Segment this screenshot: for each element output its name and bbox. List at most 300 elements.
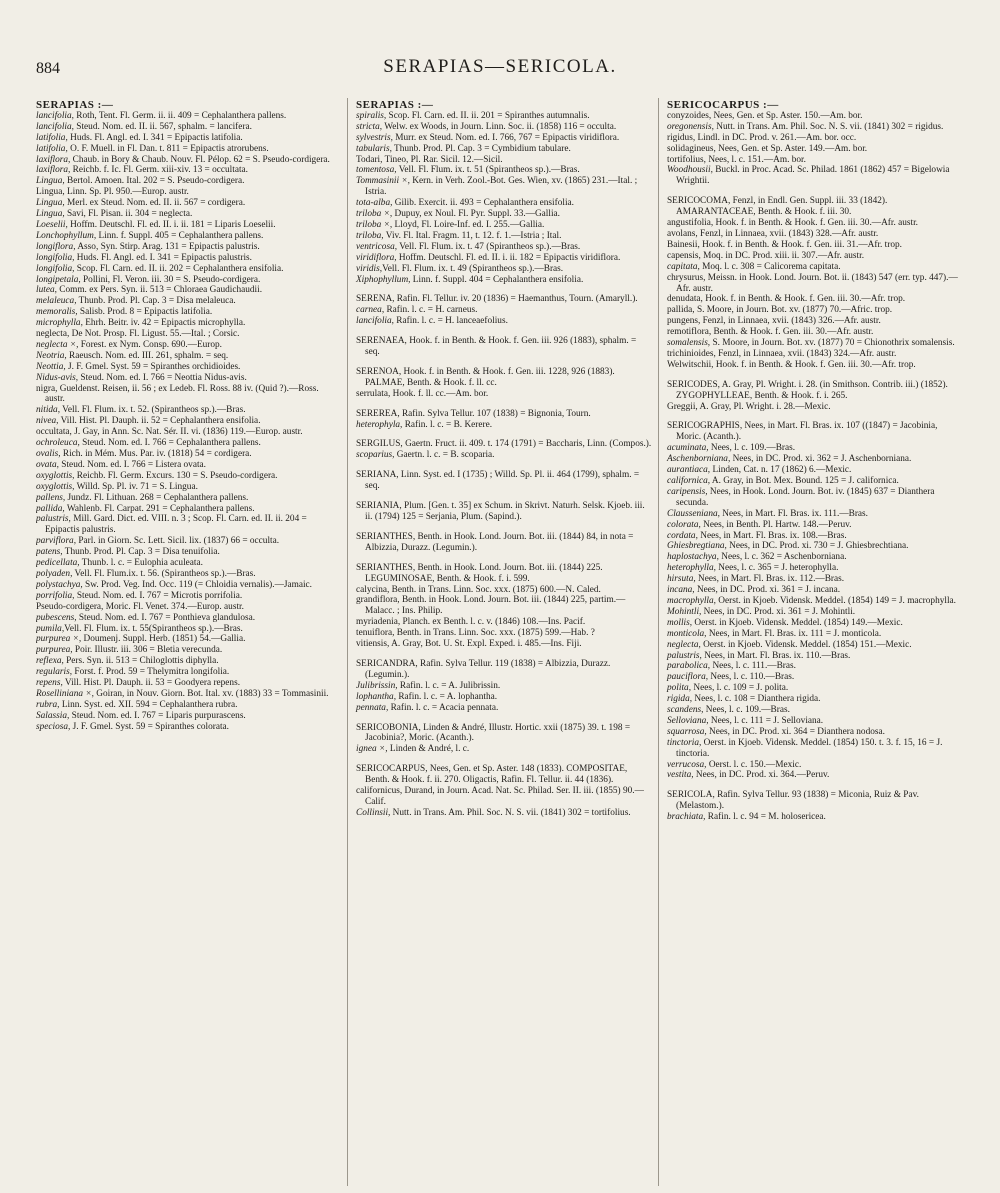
entry <box>667 812 963 823</box>
entry-section <box>356 294 652 327</box>
entry-text: Vill. Hist. Pl. Dauph. ii. 53 = Goodyera repens. <box>62 678 241 689</box>
entry <box>36 569 335 580</box>
entry-section <box>356 532 652 554</box>
entry <box>36 602 335 613</box>
entry-text: Nees, in DC. Prod. xi. 730 = J. Ghiesbrechtiana. <box>726 541 909 552</box>
entry-text: Nutt. in Trans. Am. Phil. Soc. N. S. vii. (1841) 302 = rigidus. <box>713 121 944 132</box>
entry-text: Greggii, A. Gray, Pl. Wright. i. 28.—Mexic. <box>667 401 831 412</box>
entry-text: Welwitschii, Hook. f. in Benth. & Hook. f. Gen. iii. 30.—Afr. trop. <box>667 359 916 370</box>
entry-text: Vell. Fl. Flum. ix. t. 51 (Spirantheos sp.).—Bras. <box>396 165 580 176</box>
entry <box>36 504 335 515</box>
entry-text: Doumenj. Suppl. Herb. (1851) 54.—Gallia. <box>81 634 246 645</box>
entry <box>356 165 652 176</box>
entry <box>36 133 335 144</box>
entry-text: SERIANIA, Plum. [Gen. t. 35] ex Schum. in Skrivt. Naturh. Selsk. Kjoeb. iii. ii. (1794) 125 = Serjania, Plum. (Sapind.). <box>356 501 645 522</box>
entry-text: calycina, Benth. in Trans. Linn. Soc. xxx. (1875) 600.—N. Caled. <box>356 584 601 595</box>
epithet: pennata, <box>356 702 389 713</box>
epithet: repens, <box>36 678 63 689</box>
entry <box>356 367 652 389</box>
entry-text: avolans, Fenzl, in Linnaea, xvii. (1843) 328.—Afr. austr. <box>667 228 879 239</box>
epithet: pedicellata, <box>36 558 80 569</box>
entry <box>356 155 652 166</box>
epithet: longipetala, <box>36 274 81 285</box>
entry <box>36 318 335 329</box>
entry-text: nigra, Gueldenst. Reisen, ii. 56 ; ex Ledeb. Fl. Ross. 88 iv. (Quid ?).—Ross. austr. <box>36 383 319 405</box>
entry <box>356 144 652 155</box>
entry <box>36 514 335 536</box>
entry-text: SERICANDRA, Rafin. Sylva Tellur. 119 (1838) = Albizzia, Durazz. (Legumin.). <box>356 658 611 680</box>
entry-text: Nees, in DC. Prod. xi. 364 = Dianthera nodosa. <box>706 726 885 737</box>
entry-text: Goiran, in Nouv. Giorn. Bot. Ital. xv. (1883) 33 = Tommasinii. <box>93 688 329 699</box>
entry-text: grandiflora, Benth. in Hook. Lond. Journ. Bot. iii. (1844) 225, partim.—Malacc. ; Ins. Philip. <box>356 595 626 617</box>
entry-text: Vill. Hist. Pl. Dauph. ii. 52 = Cephalanthera ensifolia. <box>58 416 261 427</box>
entry-text: SERENA, Rafin. Fl. Tellur. iv. 20 (1836) = Haemanthus, Tourn. (Amaryll.). <box>356 294 638 305</box>
entry <box>667 196 963 218</box>
running-head: SERAPIAS—SERICOLA. <box>383 56 617 77</box>
entry-text: Steud. Nom. ed. I. 766 = Listera ovata. <box>58 459 206 470</box>
epithet: latifolia, <box>36 143 68 154</box>
epithet: Tommasinii ×, <box>356 176 410 187</box>
columns <box>36 98 972 1186</box>
epithet: scoparius, <box>356 450 395 461</box>
entry-section <box>356 659 652 714</box>
entry <box>667 316 963 327</box>
entry <box>667 607 963 618</box>
entry <box>667 716 963 727</box>
entry <box>667 727 963 738</box>
entry <box>667 294 963 305</box>
entry <box>36 438 335 449</box>
entry-text: Pseudo-cordigera, Moric. Fl. Venet. 374.—Europ. austr. <box>36 601 244 612</box>
entry <box>356 294 652 305</box>
entry <box>356 450 652 461</box>
entry-section <box>356 100 652 285</box>
entry <box>667 661 963 672</box>
epithet: latifolia, <box>36 132 68 143</box>
entry <box>356 336 652 358</box>
epithet: oxyglottis, <box>36 470 75 481</box>
entry-text: Nees, l. c. 109 = J. polita. <box>691 683 789 694</box>
entry <box>667 165 963 187</box>
entry <box>356 220 652 231</box>
entry <box>667 694 963 705</box>
entry <box>36 624 335 635</box>
epithet: lancifolia, <box>36 110 74 121</box>
entry <box>36 656 335 667</box>
entry <box>36 634 335 645</box>
epithet: ignea ×, <box>356 744 388 755</box>
entry <box>36 460 335 471</box>
entry-text: Steud. Nom. ed. I. 766 = Cephalanthera pallens. <box>79 438 261 449</box>
entry-section <box>667 421 963 781</box>
entry-text: Rafin. l. c. = H. lanceaefolius. <box>393 316 508 327</box>
epithet: lutea, <box>36 285 57 296</box>
entry-text: SERGILUS, Gaertn. Fruct. ii. 409. t. 174 (1791) = Baccharis, Linn. (Compos.). <box>356 439 652 450</box>
entry-text: Nees, in DC. Prod. xi. 361 = J. Mohintli. <box>701 606 856 617</box>
entry <box>667 218 963 229</box>
epithet: neglecta, <box>667 639 701 650</box>
epithet: pallens, <box>36 492 66 503</box>
entry-text: conyzoides, Nees, Gen. et Sp. Aster. 150.—Am. bor. <box>667 110 863 121</box>
epithet: nivea, <box>36 416 59 427</box>
entry <box>36 111 335 122</box>
entry <box>36 416 335 427</box>
entry-text: Todari, Tineo, Pl. Rar. Sicil. 12.—Sicil. <box>356 154 503 165</box>
epithet: Aschenborniana, <box>667 454 731 465</box>
entry-section <box>667 196 963 371</box>
entry <box>36 307 335 318</box>
entry-text: O. F. Muell. in Fl. Dan. t. 811 = Epipactis atrorubens. <box>67 143 269 154</box>
epithet: lancifolia, <box>356 316 394 327</box>
entry-text: Vell. Fl. Flum. ix. t. 52. (Spirantheos sp.).—Bras. <box>60 405 246 416</box>
entry-section <box>356 367 652 400</box>
entry <box>36 471 335 482</box>
epithet: Neotria, <box>36 350 67 361</box>
entry-text: myriadenia, Planch. ex Benth. l. c. v. (1846) 108.—Ins. Pacif. <box>356 617 586 628</box>
entry <box>36 220 335 231</box>
epithet: melaleuca, <box>36 296 77 307</box>
entry <box>667 443 963 454</box>
entry <box>36 547 335 558</box>
entry <box>667 240 963 251</box>
epithet: oregonensis, <box>667 121 714 132</box>
epithet: pallida, <box>36 503 65 514</box>
entry <box>36 351 335 362</box>
entry-text: Roth, Tent. Fl. Germ. ii. ii. 409 = Cephalanthera pallens. <box>73 110 287 121</box>
entry <box>356 389 652 400</box>
epithet: carnea, <box>356 305 385 316</box>
epithet: Loeselii, <box>36 219 68 230</box>
epithet: monticola, <box>667 628 707 639</box>
entry-text: Huds. Fl. Angl. ed. I. 341 = Epipactis latifolia. <box>67 132 243 143</box>
entry <box>356 595 652 617</box>
entry-text: SEREREA, Rafin. Sylva Tellur. 107 (1838) = Bignonia, Tourn. <box>356 408 591 419</box>
epithet: spiralis, <box>356 110 387 121</box>
entry <box>667 640 963 651</box>
entry-text: J. F. Gmel. Syst. 59 = Spiranthes orchidioides. <box>65 361 241 372</box>
entry-section <box>356 336 652 358</box>
entry <box>36 591 335 602</box>
entry <box>667 360 963 371</box>
entry-text: Nees, in DC. Prod. xi. 364.—Peruv. <box>693 770 830 781</box>
entry-section <box>36 100 335 733</box>
entry <box>356 639 652 650</box>
entry-text: Nees, in Mart. Fl. Bras. ix. 111.—Bras. <box>719 508 868 519</box>
entry-text: Vell. Fl. Flum. ix. t. 55(Spirantheos sp.).—Bras. <box>64 623 243 634</box>
entry <box>667 705 963 716</box>
entry <box>356 242 652 253</box>
column-2 <box>347 98 652 1186</box>
entry-text: vitiensis, A. Gray, Bot. U. St. Expl. Exped. i. 485.—Ins. Fiji. <box>356 639 582 650</box>
entry <box>36 253 335 264</box>
entry-section <box>667 380 963 413</box>
epithet: macrophylla, <box>667 595 716 606</box>
entry-text: tenuiflora, Benth. in Trans. Linn. Soc. xxx. (1875) 599.—Hab. ? <box>356 628 595 639</box>
entry <box>36 242 335 253</box>
entry <box>36 264 335 275</box>
entry <box>36 296 335 307</box>
epithet: stricta, <box>356 121 383 132</box>
entry-text: Nees, in Benth. Pl. Hartw. 148.—Peruv. <box>700 519 852 530</box>
entry-text: Reichb. f. Ic. Fl. Germ. xiii-xiv. 13 = occultata. <box>70 165 248 176</box>
entry <box>356 532 652 554</box>
entry-text: Willd. Sp. Pl. iv. 71 = S. Lingua. <box>74 481 198 492</box>
entry-text: Gilib. Exercit. ii. 493 = Cephalanthera ensifolia. <box>392 198 574 209</box>
entry <box>356 420 652 431</box>
entry-text: Scop. Fl. Carn. ed. II. ii. 202 = Cephalanthera ensifolia. <box>74 263 284 274</box>
epithet: cordata, <box>667 530 698 541</box>
entry-text: chrysurus, Meissn. in Hook. Lond. Journ. Bot. ii. (1843) 547 (err. typ. 447).—Afr. austr. <box>667 272 958 294</box>
epithet: vestita, <box>667 770 694 781</box>
entry <box>667 563 963 574</box>
epithet: triloba ×, <box>356 219 393 230</box>
epithet: microphylla, <box>36 318 83 329</box>
entry-text: Steud. Nom. ed. I. 767 = Microtis porrifolia. <box>74 590 243 601</box>
entry <box>667 133 963 144</box>
entry <box>356 209 652 220</box>
entry-text: Nees, l. c. 110.—Bras. <box>708 672 795 683</box>
entry-text: Jundz. Fl. Lithuan. 268 = Cephalanthera pallens. <box>65 492 249 503</box>
entry-text: Nees, l. c. 111.—Bras. <box>710 661 796 672</box>
entry-section <box>667 100 963 187</box>
entry-text: Vell. Fl. Flum.ix. t. 56. (Spirantheos sp.).—Bras. <box>72 568 256 579</box>
entry <box>667 144 963 155</box>
entry-text: Linn. f. Suppl. 404 = Cephalanthera ensifolia. <box>410 274 584 285</box>
entry-text: Dupuy, ex Noul. Fl. Pyr. Suppl. 33.—Gallia. <box>392 209 561 220</box>
entry <box>36 449 335 460</box>
entry <box>36 700 335 711</box>
entry-text: Nees, l. c. 111 = J. Selloviana. <box>708 715 824 726</box>
epithet: Neottia, <box>36 361 66 372</box>
epithet: acuminata, <box>667 443 709 454</box>
entry <box>356 808 652 819</box>
epithet: californica, <box>667 476 711 486</box>
epithet: Mohintli, <box>667 606 702 617</box>
entry <box>356 617 652 628</box>
epithet: haplostachya, <box>667 552 719 563</box>
entry-text: tortifolius, Nees, l. c. 151.—Am. bor. <box>667 154 806 165</box>
epithet: Lonchophyllum, <box>36 230 97 241</box>
entry-text: Rafin. l. c. 94 = M. holosericea. <box>705 812 826 823</box>
epithet: reflexa, <box>36 656 64 667</box>
epithet: triloba ×, <box>356 209 393 220</box>
epithet: capitata, <box>667 261 700 272</box>
entry-text: J. F. Gmel. Syst. 59 = Spiranthes colorata. <box>70 721 230 732</box>
entry-text: SERIANTHES, Benth. in Hook. Lond. Journ. Bot. iii. (1844) 225. LEGUMINOSAE, Benth. & Hook. f. i. 599. <box>356 562 603 584</box>
entry-text: SERENAEA, Hook. f. in Benth. & Hook. f. Gen. iii. 926 (1883), sphalm. = seq. <box>356 336 637 358</box>
epithet: polita, <box>667 683 692 694</box>
epithet: polyaden, <box>36 568 73 579</box>
entry <box>356 563 652 585</box>
entry-text: Thunb. Prod. Pl. Cap. 3 = Disa melaleuca. <box>76 296 236 307</box>
entry <box>36 493 335 504</box>
entry-text: Merl. ex Steud. Nom. ed. II. ii. 567 = cordigera. <box>64 198 246 209</box>
entry-text: Forest. ex Nym. Consp. 690.—Europ. <box>78 339 223 350</box>
entry <box>667 552 963 563</box>
entry-text: Nees, in DC. Prod. xi. 361 = J. incana. <box>694 585 841 596</box>
entry-text: Lloyd, Fl. Loire-Inf. ed. I. 255.—Gallia. <box>392 219 545 230</box>
entry-text: Ehrh. Beitr. iv. 42 = Epipactis microphylla. <box>82 318 246 329</box>
entry <box>667 454 963 465</box>
entry-text: SERICODES, A. Gray, Pl. Wright. i. 28. (in Smithson. Contrib. iii.) (1852). ZYGOPHYLLEAE, Benth. & Hook. f. i. 265. <box>667 379 948 401</box>
epithet: pubescens, <box>36 612 77 623</box>
entry-text: Oerst. in Kjoeb. Vidensk. Meddel. (1854) 150. t. 3. f. 15, 16 = J. tinctoria. <box>676 737 943 759</box>
entry-section <box>356 409 652 431</box>
epithet: oxyglottis, <box>36 481 75 492</box>
entry <box>36 384 335 406</box>
entry <box>36 678 335 689</box>
epithet: pauciflora, <box>667 672 709 683</box>
entry-text: Lingua, Linn. Sp. Pl. 950.—Europ. austr. <box>36 187 189 198</box>
entry-text: Murr. ex Steud. Nom. ed. I. 766, 767 = Epipactis viridiflora. <box>392 132 620 143</box>
entry-text: Rafin. l. c. = A. Julibrissin. <box>397 680 501 691</box>
epithet: Lingua, <box>36 198 65 209</box>
epithet: squarrosa, <box>667 726 707 737</box>
entry <box>36 536 335 547</box>
entry-text: Parl. in Giorn. Sc. Lett. Sicil. lix. (1837) 66 = occulta. <box>76 536 280 547</box>
entry <box>667 531 963 542</box>
epithet: sylvestris, <box>356 132 393 143</box>
epithet: neglecta ×, <box>36 339 79 350</box>
entry-section <box>356 439 652 461</box>
entry <box>36 198 335 209</box>
entry <box>667 229 963 240</box>
entry <box>36 689 335 700</box>
entry-text: Hoffm. Deutschl. Fl. ed. II. i. ii. 181 = Liparis Loeselii. <box>67 219 276 230</box>
entry-text: Nees, in Mart. Fl. Bras. ix. 110.—Bras. <box>701 650 851 661</box>
entry-text: californicus, Durand, in Journ. Acad. Nat. Sc. Philad. Ser. II. iii. (1855) 90.—Calif. <box>356 786 644 807</box>
entry <box>356 501 652 523</box>
entry <box>36 580 335 591</box>
entry <box>667 465 963 476</box>
entry <box>667 683 963 694</box>
epithet: laxiflora, <box>36 165 71 176</box>
entry-text: Oerst. in Kjoeb. Vidensk. Meddel. (1854) 149 = J. macrophylla. <box>715 595 956 606</box>
entry-text: Huds. Fl. Angl. ed. I. 341 = Epipactis palustris. <box>74 252 252 263</box>
epithet: caripensis, <box>667 486 708 497</box>
epithet: palustris, <box>667 650 702 661</box>
entry-text: serrulata, Hook. f. ll. cc.—Am. bor. <box>356 388 489 399</box>
column-3 <box>658 98 963 1186</box>
entry-text: Pollini, Fl. Veron. iii. 30 = S. Pseudo-cordigera. <box>80 274 261 285</box>
entry-text: SERICOBONIA, Linden & André, Illustr. Hortic. xxii (1875) 39. t. 198 = Jacobinia?, Moric. (Acanth.). <box>356 722 631 744</box>
entry-text: Nees, l. c. 362 = Aschenborniana. <box>718 552 847 563</box>
entry <box>667 520 963 531</box>
epithet: incana, <box>667 585 695 596</box>
entry <box>36 231 335 242</box>
entry-text: pallida, S. Moore, in Journ. Bot. xv. (1877) 70.—Afric. trop. <box>667 305 893 316</box>
entry-text: solidagineus, Nees, Gen. et Sp. Aster. 149.—Am. bor. <box>667 143 868 154</box>
column-1 <box>36 98 341 1186</box>
entry <box>36 362 335 373</box>
entry-text: Nees, in Mart. Fl. Bras. ix. 111 = J. monticola. <box>706 628 882 639</box>
entry-text: Oerst. in Kjoeb. Vidensk. Meddel. (1854) 151.—Mexic. <box>700 639 912 650</box>
entry <box>356 264 652 275</box>
entry-text: Thunb. l. c. = Eulophia aculeata. <box>79 558 203 569</box>
epithet: memoralis, <box>36 307 78 318</box>
entry-text: trichinioides, Fenzl, in Linnaea, xvii. (1843) 324.—Afr. austr. <box>667 348 897 359</box>
entry-text: Oerst. in Kjoeb. Vidensk. Meddel. (1854) 149.—Mexic. <box>692 617 903 628</box>
epithet: rubra, <box>36 699 60 710</box>
entry <box>356 316 652 327</box>
epithet: Woodhousii, <box>667 165 713 176</box>
entry <box>356 764 652 786</box>
entry-text: Salisb. Prod. 8 = Epipactis latifolia. <box>77 307 213 318</box>
entry <box>36 329 335 340</box>
entry-text: neglecta, De Not. Prosp. Fl. Ligust. 55.—Ital. ; Corsic. <box>36 329 240 340</box>
entry-text: A. Gray, in Bot. Mex. Bound. 125 = J. californica. <box>710 476 899 486</box>
entry <box>667 770 963 781</box>
entry <box>667 122 963 133</box>
entry-text: Nees, in Mart. Fl. Bras. ix. 112.—Bras. <box>695 574 845 585</box>
entry <box>36 155 335 166</box>
entry <box>667 618 963 629</box>
entry <box>36 187 335 198</box>
entry-text: Rafin. l. c. = Acacia pennata. <box>388 702 499 713</box>
epithet: purpurea ×, <box>36 634 82 645</box>
entry-text: Linn. f. Suppl. 405 = Cephalanthera pallens. <box>96 230 264 241</box>
entry <box>356 692 652 703</box>
epithet: somalensis, <box>667 338 711 349</box>
entry <box>356 111 652 122</box>
entry <box>667 327 963 338</box>
entry-text: Poir. Illustr. iii. 306 = Bletia verecunda. <box>72 645 223 656</box>
entry-text: angustifolia, Hook. f. in Benth. & Hook. f. Gen. iii. 30.—Afr. austr. <box>667 218 918 229</box>
entry-section <box>356 563 652 650</box>
entry-text: Reichb. Fl. Germ. Excurs. 130 = S. Pseudo-cordigera. <box>74 470 278 481</box>
epithet: heterophylla, <box>667 563 716 574</box>
entry <box>667 541 963 552</box>
entry-text: Steud. Nom. ed. I. 767 = Liparis purpurascens. <box>69 710 246 721</box>
entry-text: S. Moore, in Journ. Bot. xv. (1877) 70 = Chionothrix somalensis. <box>710 338 955 349</box>
genus-heading: SERAPIAS :— <box>36 99 114 111</box>
entry <box>36 275 335 286</box>
entry <box>356 231 652 242</box>
entry <box>36 209 335 220</box>
entry <box>356 439 652 450</box>
entry <box>356 585 652 596</box>
entry <box>356 744 652 755</box>
epithet: tota-alba, <box>356 198 393 209</box>
entry <box>356 122 652 133</box>
entry-text: Welw. ex Woods, in Journ. Linn. Soc. ii. (1858) 116 = occulta. <box>382 121 617 132</box>
entry <box>667 305 963 316</box>
epithet: nitida, <box>36 405 61 416</box>
epithet: tabularis, <box>356 143 392 154</box>
epithet: Xiphophyllum, <box>356 274 411 285</box>
entry-text: Comm. ex Pers. Syn. ii. 513 = Chloraea Gaudichaudii. <box>56 285 263 296</box>
entry-text: SERICOLA, Rafin. Sylva Tellur. 93 (1838) = Miconia, Ruiz & Pav. (Melastom.). <box>667 790 919 812</box>
entry-text: Buckl. in Proc. Acad. Sc. Philad. 1861 (1862) 457 = Bigelowia Wrightii. <box>676 165 950 187</box>
epithet: Lingua, <box>36 209 65 220</box>
entry <box>356 253 652 264</box>
entry <box>667 790 963 812</box>
genus-heading: SERICOCARPUS :— <box>667 99 779 111</box>
epithet: polystachya, <box>36 579 83 590</box>
entry <box>356 409 652 420</box>
page-number: 884 <box>36 60 60 77</box>
entry-text: Rafin. l. c. = A. lophantha. <box>396 691 498 702</box>
epithet: palustris, <box>36 514 71 525</box>
entry-text: Forst. f. Prod. 59 = Thelymitra longifolia. <box>72 667 230 678</box>
entry <box>667 596 963 607</box>
epithet: regularis, <box>36 667 73 678</box>
entry-section <box>356 764 652 819</box>
entry-text: Asso, Syn. Stirp. Arag. 131 = Epipactis palustris. <box>75 241 260 252</box>
entry <box>36 373 335 384</box>
entry-text: SERIANA, Linn. Syst. ed. I (1735) ; Willd. Sp. Pl. ii. 464 (1799), sphalm. = seq. <box>356 470 640 492</box>
entry <box>667 338 963 349</box>
